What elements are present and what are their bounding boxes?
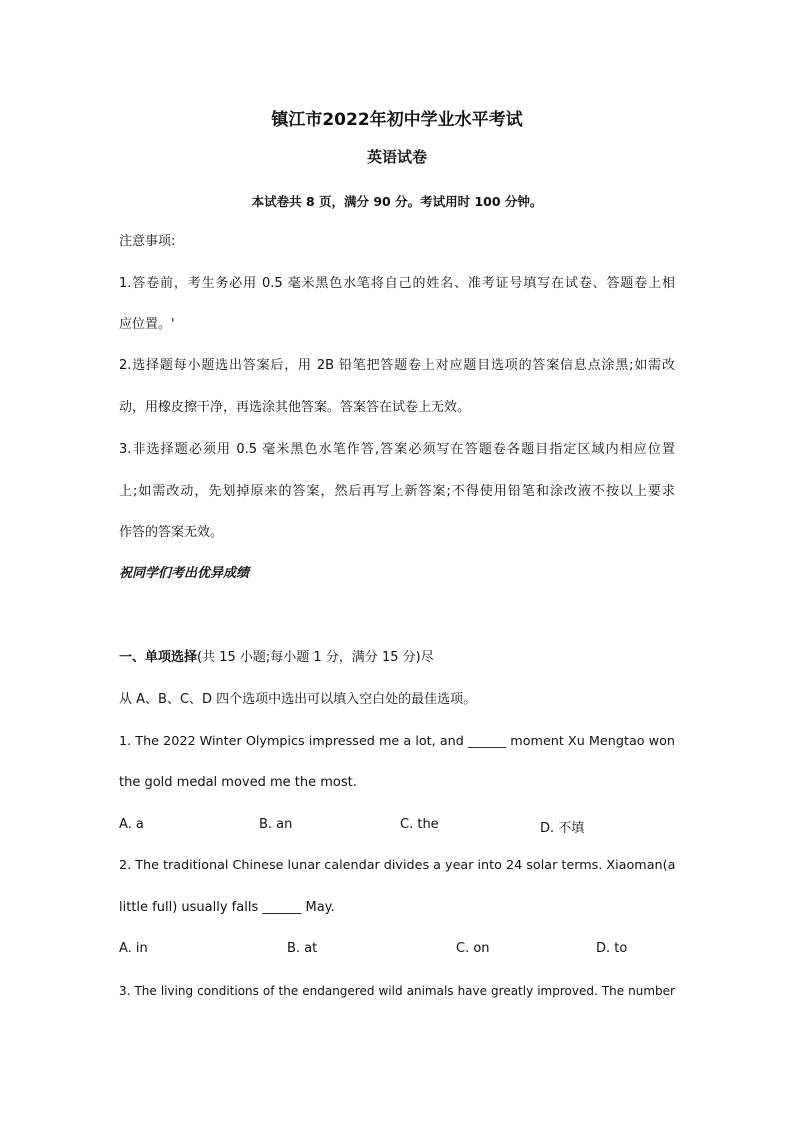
notes-line: 上;如需改动，先划掉原来的答案，然后再写上新答案;不得使用铅笔和涂改液不按以上要求 [119, 484, 675, 499]
question-text: 3. The living conditions of the endangered wild animals have greatly improved. The number [119, 984, 675, 998]
option-d: D. 不填 [540, 821, 585, 836]
option-a: A. in [119, 941, 148, 956]
option-a: A. a [119, 817, 144, 832]
section-heading-rest: (共 15 小题;每小题 1 分，满分 15 分)尽 [197, 650, 434, 665]
question-text: 2. The traditional Chinese lunar calendar divides a year into 24 solar terms. Xiaoman(a [119, 858, 676, 873]
notes-line: 作答的答案无效。 [119, 525, 224, 540]
section-heading-bold: 一、单项选择 [119, 650, 198, 665]
exam-title: 镇江市2022年初中学业水平考试 [271, 110, 523, 130]
option-c: C. the [400, 817, 439, 832]
question-text: little full) usually falls ______ May. [119, 900, 335, 915]
section-instruction: 从 A、B、C、D 四个选项中选出可以填入空白处的最佳选项。 [119, 692, 477, 707]
wish-text: 祝同学们考出优异成绩 [119, 566, 250, 581]
section-heading [119, 650, 434, 666]
notes-line: 应位置。' [119, 317, 175, 332]
notes-line: 动，用橡皮擦干净，再选涂其他答案。答案答在试卷上无效。 [119, 400, 471, 415]
exam-info: 本试卷共 8 页，满分 90 分。考试用时 100 分钟。 [251, 194, 543, 209]
option-b: B. at [287, 941, 318, 956]
exam-subtitle: 英语试卷 [366, 148, 427, 166]
question-text: 1. The 2022 Winter Olympics impressed me a lot, and ______ moment Xu Mengtao won [119, 734, 675, 749]
option-d: D. to [596, 941, 628, 956]
notes-line: 1.答卷前，考生务必用 0.5 毫米黑色水笔将自己的姓名、准考证号填写在试卷、答题卷上相 [119, 276, 675, 291]
option-b: B. an [259, 817, 293, 832]
notes-heading: 注意事项: [119, 234, 176, 249]
notes-line: 3.非选择题必须用 0.5 毫米黑色水笔作答,答案必须写在答题卷各题目指定区域内相应位置 [119, 442, 675, 457]
question-text: the gold medal moved me the most. [119, 775, 357, 790]
option-c: C. on [456, 941, 490, 956]
notes-line: 2.选择题每小题选出答案后，用 2B 铅笔把答题卷上对应题目选项的答案信息点涂黑;如需改 [119, 358, 675, 373]
